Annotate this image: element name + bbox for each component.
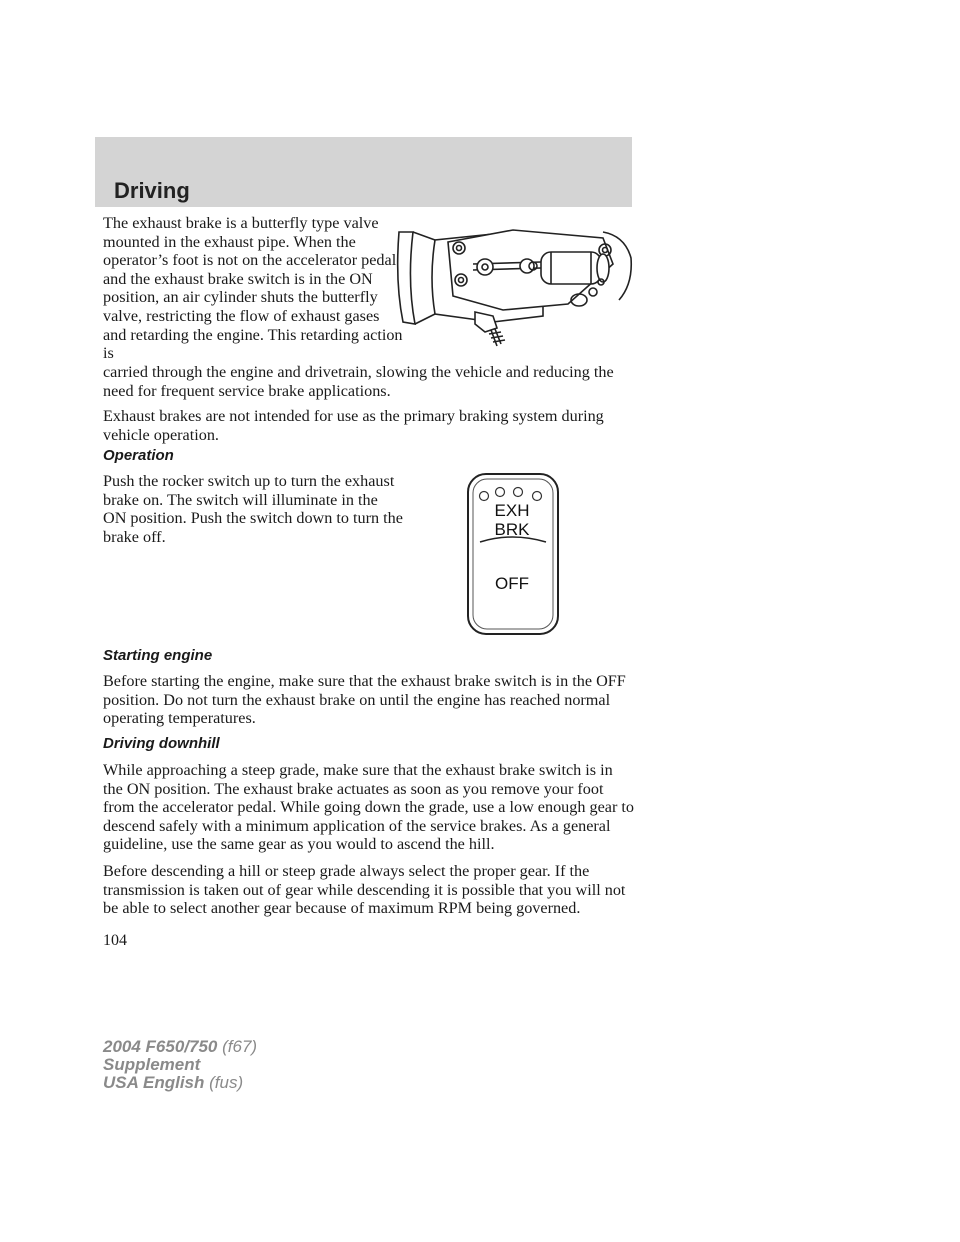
- paragraph-starting-engine: Before starting the engine, make sure that the exhaust brake switch is in the OFF position. Do not turn the exhaust brake on until the engine has reached normal operating temperatures.: [103, 672, 626, 728]
- paragraph-operation: Push the rocker switch up to turn the exhaust brake on. The switch will illuminate in the ON position. Push the switch down to turn the brake off.: [103, 472, 403, 546]
- heading-starting-engine: Starting engine: [103, 647, 213, 664]
- page-number: 104: [103, 932, 127, 949]
- paragraph-intro-continued: carried through the engine and drivetrain, slowing the vehicle and reducing the need for frequent service brake applications.: [103, 363, 614, 400]
- switch-label-off: OFF: [495, 574, 529, 593]
- indicator-led-icon: [533, 492, 542, 501]
- paragraph-intro: The exhaust brake is a butterfly type valve mounted in the exhaust pipe. When the operator’s foot is not on the accelerator pedal and the exhaust brake switch is in the ON position, an air cylinder shuts the butterfly valve, restricting the flow of exhaust gases and retarding the engine. This retarding action is: [103, 214, 403, 363]
- exhaust-brake-illustration: [393, 212, 638, 352]
- switch-label-brk: BRK: [494, 520, 530, 539]
- paragraph-downhill-2: Before descending a hill or steep grade always select the proper gear. If the transmission is taken out of gear while descending it is possible that you will not be able to select another gear because of maximum RPM being governed.: [103, 862, 626, 918]
- footer-language: USA English: [103, 1073, 205, 1092]
- footer-model: 2004 F650/750: [103, 1037, 218, 1056]
- indicator-led-icon: [514, 488, 523, 497]
- section-title: Driving: [114, 178, 190, 203]
- paragraph-downhill-1: While approaching a steep grade, make sure that the exhaust brake switch is in the ON position. The exhaust brake actuates as soon as you remove your foot from the accelerator pedal. While going down the grade, use a low enough gear to descend safely with a minimum application of the service brakes. As a general guideline, use the same gear as you would to ascend the hill.: [103, 761, 634, 854]
- footer-model-code: (f67): [217, 1037, 258, 1056]
- footer-supplement: Supplement: [103, 1055, 201, 1074]
- switch-label-exh: EXH: [494, 501, 530, 520]
- indicator-led-icon: [496, 488, 505, 497]
- paragraph-not-primary: Exhaust brakes are not intended for use as the primary braking system during vehicle operation.: [103, 407, 604, 444]
- indicator-led-icon: [480, 492, 489, 501]
- footer-imprint: [103, 1038, 257, 1092]
- rocker-switch-illustration: [464, 470, 564, 638]
- heading-operation: Operation: [103, 447, 174, 464]
- heading-driving-downhill: Driving downhill: [103, 735, 220, 752]
- footer-language-code: (fus): [204, 1073, 244, 1092]
